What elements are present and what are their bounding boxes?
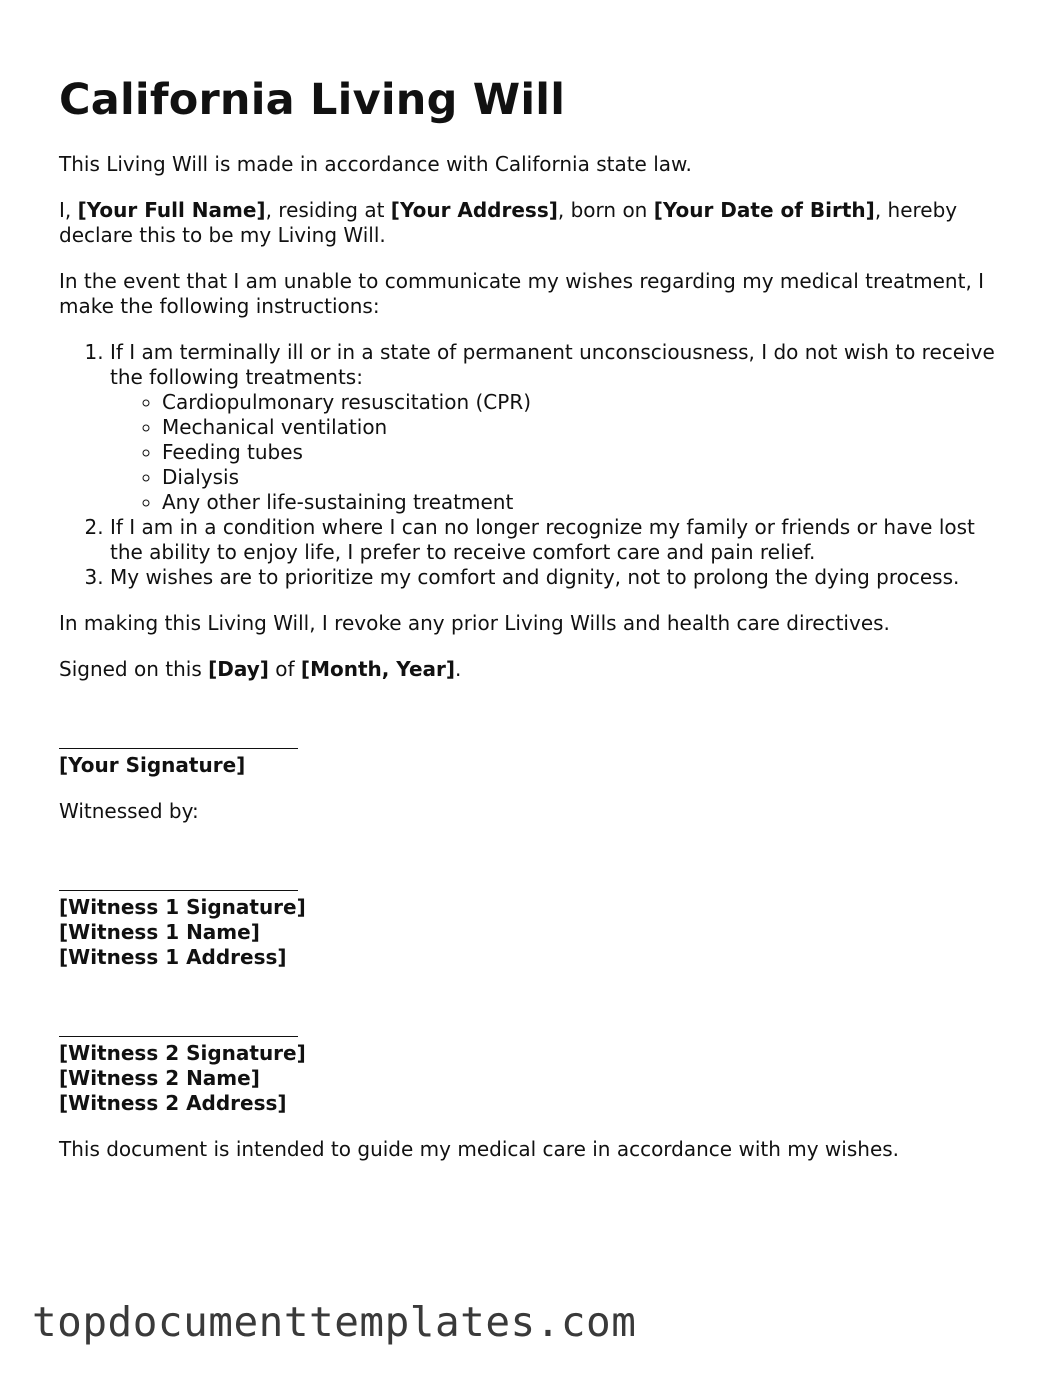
witness-2-name-label: [Witness 2 Name] — [59, 1066, 260, 1090]
page-title: California Living Will — [59, 75, 566, 125]
treatment-item: ◦ Mechanical ventilation — [162, 415, 1009, 440]
treatment-item: ◦ Cardiopulmonary resuscitation (CPR) — [162, 390, 1009, 415]
witness-1-signature-label: [Witness 1 Signature] — [59, 895, 306, 919]
instruction-item: 3. My wishes are to prioritize my comfort and dignity, not to prolong the dying process. — [110, 565, 1009, 590]
signed-text-2: of — [268, 657, 301, 681]
signature-line — [59, 870, 1009, 895]
witness-1-block — [59, 845, 1009, 970]
declaration-paragraph — [59, 198, 1009, 248]
witness-2-block — [59, 991, 1009, 1116]
address-placeholder: [Your Address] — [390, 198, 558, 222]
declaration-text-1: I, — [59, 198, 78, 222]
signed-text-3: . — [455, 657, 462, 681]
full-name-placeholder: [Your Full Name] — [77, 198, 266, 222]
your-signature-block — [59, 703, 1009, 778]
treatments-list — [110, 390, 1009, 515]
dob-placeholder: [Your Date of Birth] — [653, 198, 875, 222]
signed-paragraph — [59, 657, 1009, 682]
instruction-text: If I am terminally ill or in a state of permanent unconsciousness, I do not wish to receive the following treatments: — [110, 340, 995, 389]
witness-1-address-label: [Witness 1 Address] — [59, 945, 287, 969]
instruction-item — [110, 340, 1009, 515]
intro-paragraph: This Living Will is made in accordance with California state law. — [59, 152, 692, 176]
witness-2-address-label: [Witness 2 Address] — [59, 1091, 287, 1115]
signature-line — [59, 728, 1009, 753]
your-signature-label: [Your Signature] — [59, 753, 246, 777]
witness-1-name-label: [Witness 1 Name] — [59, 920, 260, 944]
revoke-paragraph: In making this Living Will, I revoke any prior Living Wills and health care directives. — [59, 611, 890, 635]
signed-text-1: Signed on this — [59, 657, 209, 681]
closing-paragraph: This document is intended to guide my medical care in accordance with my wishes. — [59, 1137, 900, 1161]
witness-2-signature-label: [Witness 2 Signature] — [59, 1041, 306, 1065]
declaration-text-3: , born on — [557, 198, 654, 222]
declaration-text-4: , hereby declare this to be my Living Will. — [59, 198, 958, 247]
event-paragraph: In the event that I am unable to communicate my wishes regarding my medical treatment, I make the following instructions: — [59, 269, 985, 318]
document-page — [59, 72, 1009, 1183]
day-placeholder: [Day] — [208, 657, 269, 681]
month-year-placeholder: [Month, Year] — [300, 657, 456, 681]
treatment-item: ◦ Any other life-sustaining treatment — [162, 490, 1009, 515]
instruction-item: 2. If I am in a condition where I can no longer recognize my family or friends or have lost the ability to enjoy life, I prefer to receive comfort care and pain relief. — [110, 515, 1009, 565]
watermark-text: topdocumenttemplates.com — [32, 1298, 637, 1346]
witnessed-by-label: Witnessed by: — [59, 799, 199, 823]
declaration-text-2: , residing at — [265, 198, 391, 222]
signature-line — [59, 1016, 1009, 1041]
instructions-list — [59, 340, 1009, 590]
treatment-item: ◦ Feeding tubes — [162, 440, 1009, 465]
treatment-item: ◦ Dialysis — [162, 465, 1009, 490]
